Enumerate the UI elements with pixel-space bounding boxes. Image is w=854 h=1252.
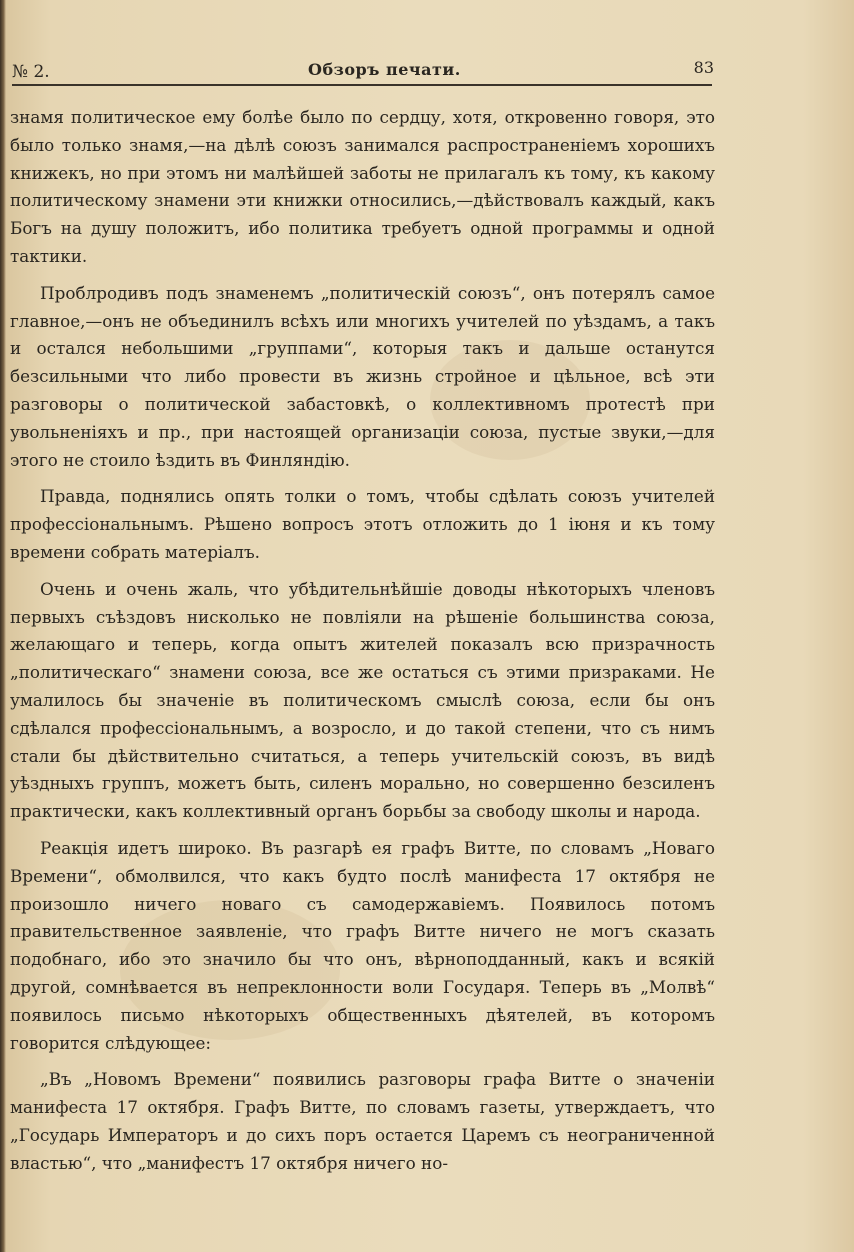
book-spine-shadow <box>0 0 6 1252</box>
header-rule <box>12 84 712 86</box>
paragraph: знамя политическое ему болѣе было по сердцу, хотя, откровенно говоря, это было только знамя,—на дѣлѣ союзъ занимался распространеніемъ хорошихъ книжекъ, но при этомъ ни малѣйшей заботы не прилагалъ къ тому, къ какому политическому знамени эти книжки относились,—дѣйствовалъ каждый, какъ Богъ на душу положитъ, ибо политика требуетъ одной программы и одной тактики. <box>10 107 715 266</box>
page-header <box>12 58 722 84</box>
paragraph: Очень и очень жаль, что убѣдительнѣйшіе доводы нѣкоторыхъ членовъ первыхъ съѣздовъ нисколько не повліяли на рѣшеніе большинства союза, желающаго и теперь, когда опытъ жителей показалъ всю призрачность „политическаго“ знамени союза, все же остаться съ этими призраками. Не умалилось бы значеніе въ политическомъ смыслѣ союза, если бы онъ сдѣлался профессіональнымъ, а возросло, и до такой степени, что съ нимъ стали бы дѣйствительно считаться, а теперь учительскій союзъ, въ видѣ уѣздныхъ группъ, можетъ быть, силенъ морально, но совершенно безсиленъ практически, какъ коллективный органъ борьбы за свободу школы и народа. <box>10 578 715 822</box>
page-number: 83 <box>693 58 714 77</box>
running-title: Обзоръ печати. <box>308 60 461 79</box>
paragraph: Правда, поднялись опять толки о томъ, чтобы сдѣлать союзъ учителей профессіональнымъ. Рѣшено вопросъ этотъ отложить до 1 іюня и къ тому времени собрать матеріалъ. <box>10 486 715 562</box>
paragraph: Проблродивъ подъ знаменемъ „политическій союзъ“, онъ потерялъ самое главное,—онъ не объединилъ всѣхъ или многихъ учителей по уѣздамъ, а такъ и остался небольшими „группами“, которыя такъ и дальше останутся безсильными что либо провести въ жизнь стройное и цѣльное, всѣ эти разговоры о политической забастовкѣ, о коллективномъ протестѣ при увольненіяхъ и пр., при настоящей организаціи союза, пустые звуки,—для этого не стоило ѣздить въ Финляндію. <box>10 282 715 470</box>
body-text <box>10 104 715 1186</box>
paragraph: „Въ „Новомъ Времени“ появились разговоры графа Витте о значеніи манифеста 17 октября. Графъ Витте, по словамъ газеты, утверждаетъ, что „Государь Императоръ и до сихъ поръ остается Царемъ съ неограниченной властью“, что „манифестъ 17 октября ничего но- <box>10 1069 715 1173</box>
issue-number: № 2. <box>12 62 50 82</box>
paragraph: Реакція идетъ широко. Въ разгарѣ ея графъ Витте, по словамъ „Новаго Времени“, обмолвился, что какъ будто послѣ манифеста 17 октября не произошло ничего новаго съ самодержавіемъ. Появилось потомъ правительственное заявленіе, что графъ Витте ничего не могъ сказать подобнаго, ибо это значило бы что онъ, вѣрноподданный, какъ и всякій другой, сомнѣвается въ непреклонности воли Государя. Теперь въ „Молвѣ“ появилось письмо нѣкоторыхъ общественныхъ дѣятелей, въ которомъ говорится слѣдующее: <box>10 837 715 1053</box>
